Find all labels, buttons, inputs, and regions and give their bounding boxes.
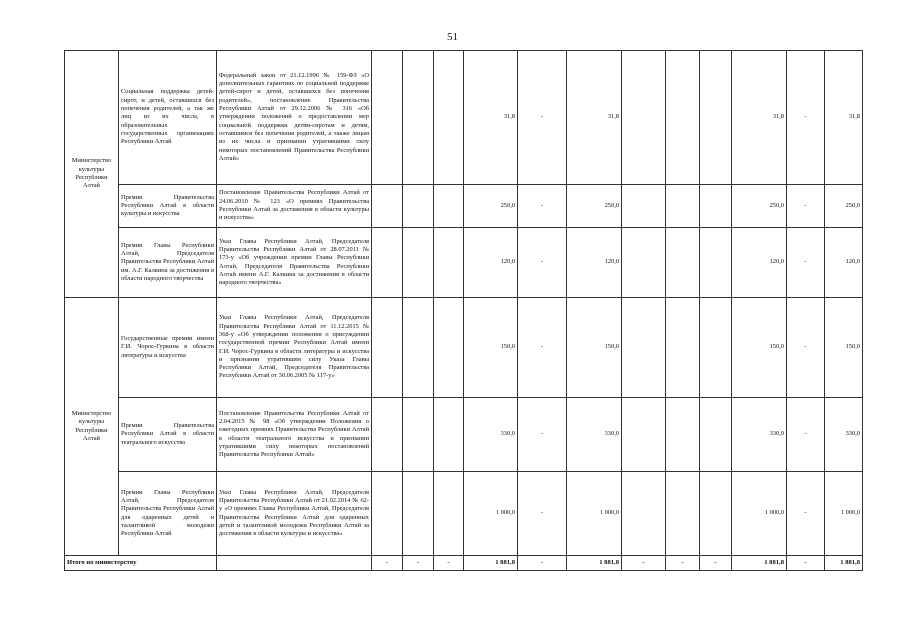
empty-cell xyxy=(372,472,403,556)
amount-total-cell: 150,0 xyxy=(732,298,787,398)
total-label: Итого по министерству xyxy=(65,556,217,571)
legal-basis-cell: Постановление Правительства Республики Алтай от 24.06.2010 № 123 «О премиях Правительства Республики Алтай за достижения в области культуры и искусства» xyxy=(217,185,372,228)
amount-regional-cell: 120,0 xyxy=(567,228,622,298)
measure-cell: Премии Правительства Республики Алтай в области театрального искусства xyxy=(119,398,217,472)
amount-regional-cell: 1 000,0 xyxy=(825,472,863,556)
empty-cell xyxy=(434,51,464,185)
empty-cell xyxy=(666,185,700,228)
empty-cell xyxy=(372,185,403,228)
measure-cell: Социальная поддержка детей-сирот, и детей, оставшихся без попечения родителей, а так же лиц из их числа, в образовательных государственных организациях Республики Алтай xyxy=(119,51,217,185)
empty-cell xyxy=(622,298,666,398)
amount-federal-cell: - xyxy=(518,51,567,185)
amount-regional-cell: 150,0 xyxy=(567,298,622,398)
amount-federal-cell: - xyxy=(787,398,825,472)
ministry-cell: Министерство культуры Республики Алтай xyxy=(65,51,119,298)
table-row xyxy=(65,228,863,298)
total-dash-cell: - xyxy=(787,556,825,571)
amount-regional-cell: 330,0 xyxy=(825,398,863,472)
empty-cell xyxy=(372,51,403,185)
amount-federal-cell: - xyxy=(518,228,567,298)
table-row xyxy=(65,51,863,185)
amount-total-cell: 1 000,0 xyxy=(732,472,787,556)
total-dash-cell: - xyxy=(372,556,403,571)
total-amount-cell: 1 881,8 xyxy=(825,556,863,571)
amount-regional-cell: 31,8 xyxy=(567,51,622,185)
empty-cell xyxy=(700,185,732,228)
amount-total-cell: 250,0 xyxy=(732,185,787,228)
amount-federal-cell: - xyxy=(518,398,567,472)
amount-federal-cell: - xyxy=(787,185,825,228)
legal-basis-cell: Постановление Правительства Республики Алтай от 2.04.2015 № 98 «Об утверждении Положения о ежегодных премиях Правительства Республики Алтай в области театрального искусства и признании утратившими силу некоторых постановлений Правительства Республики Алтай» xyxy=(217,398,372,472)
empty-cell xyxy=(622,398,666,472)
empty-cell xyxy=(434,472,464,556)
measure-cell: Премии Главы Республики Алтай, Председателя Правительства Республики Алтай им. А.Г. Калкина за достижения в области народного творчества xyxy=(119,228,217,298)
empty-cell xyxy=(700,228,732,298)
total-amount-cell: 1 881,8 xyxy=(567,556,622,571)
empty-cell xyxy=(622,228,666,298)
empty-cell xyxy=(403,185,434,228)
table-row xyxy=(65,185,863,228)
budget-table xyxy=(64,50,863,571)
empty-cell xyxy=(434,298,464,398)
amount-total-cell: 120,0 xyxy=(732,228,787,298)
ministry-cell: Министерство культуры Республики Алтай xyxy=(65,298,119,556)
measure-cell: Государственные премии имени Г.И. Чорос-Гуркина в области литературы и искусства xyxy=(119,298,217,398)
total-row xyxy=(65,556,863,571)
empty-cell xyxy=(700,298,732,398)
empty-cell xyxy=(666,472,700,556)
legal-basis-cell: Указ Главы Республики Алтай, Председателя Правительства Республики Алтай от 11.12.2015 № 368-у «Об утверждении положения о присуждении государственной премии Республики Алтай имени Г.И. Чорос-Гуркина в области литературы и искусства и признании утратившим силу Указа Главы Республики Алтай, Председателя Правительства Республики Алтай от 30.06.2005 № 117-у» xyxy=(217,298,372,398)
empty-cell xyxy=(700,472,732,556)
empty-cell xyxy=(622,51,666,185)
empty-cell xyxy=(434,228,464,298)
amount-federal-cell: - xyxy=(787,298,825,398)
legal-basis-cell: Указ Главы Республики Алтай, Председателя Правительства Республики Алтай от 21.02.2014 № 62-у «О премиях Главы Республики Алтай, Председателя Правительства Республики Алтай для одаренных детей и талантливой молодежи Республики Алтай за достижения в области культуры и искусства» xyxy=(217,472,372,556)
amount-regional-cell: 150,0 xyxy=(825,298,863,398)
amount-federal-cell: - xyxy=(518,185,567,228)
empty-cell xyxy=(622,185,666,228)
amount-total-cell: 330,0 xyxy=(732,398,787,472)
empty-cell xyxy=(700,398,732,472)
total-amount-cell: 1 881,8 xyxy=(464,556,518,571)
table-row xyxy=(65,298,863,398)
empty-cell xyxy=(700,51,732,185)
empty-cell xyxy=(622,472,666,556)
amount-federal-cell: - xyxy=(787,51,825,185)
total-dash-cell: - xyxy=(666,556,700,571)
total-dash-cell: - xyxy=(434,556,464,571)
empty-cell xyxy=(403,472,434,556)
empty-cell xyxy=(666,228,700,298)
total-dash-cell: - xyxy=(403,556,434,571)
empty-cell xyxy=(666,398,700,472)
empty-cell xyxy=(403,398,434,472)
amount-federal-cell: - xyxy=(518,472,567,556)
total-amount-cell: 1 881,8 xyxy=(732,556,787,571)
amount-federal-cell: - xyxy=(518,298,567,398)
amount-regional-cell: 250,0 xyxy=(567,185,622,228)
amount-total-cell: 330,0 xyxy=(464,398,518,472)
measure-cell: Премии Правительства Республики Алтай в области культуры и искусства xyxy=(119,185,217,228)
empty-cell xyxy=(403,228,434,298)
total-dash-cell: - xyxy=(700,556,732,571)
table-row xyxy=(65,398,863,472)
amount-total-cell: 1 000,0 xyxy=(464,472,518,556)
empty-cell xyxy=(403,298,434,398)
empty-cell xyxy=(666,298,700,398)
amount-federal-cell: - xyxy=(787,228,825,298)
amount-total-cell: 31,8 xyxy=(732,51,787,185)
amount-regional-cell: 120,0 xyxy=(825,228,863,298)
amount-regional-cell: 1 000,0 xyxy=(567,472,622,556)
total-dash-cell: - xyxy=(622,556,666,571)
empty-cell xyxy=(217,556,372,571)
page-number: 51 xyxy=(447,31,458,43)
table-row xyxy=(65,472,863,556)
legal-basis-cell: Федеральный закон от 21.12.1996 № 159-ФЗ «О дополнительных гарантиях по социальной поддержке детей-сирот и детей, оставшихся без попечения родителей», постановление Правительства Республики Алтай от 29.12.2006 № 316 «Об утверждении положений о предоставлении мер социальной поддержки детям-сиротам и детям, оставшимся без попечения родителей, а также лицам из их числа и признании утратившими силу некоторых постановлений Правительства Республики Алтай» xyxy=(217,51,372,185)
measure-cell: Премии Главы Республики Алтай, Председателя Правительства Республики Алтай для одаренных детей и талантливой молодежи Республики Алтай xyxy=(119,472,217,556)
amount-total-cell: 250,0 xyxy=(464,185,518,228)
amount-federal-cell: - xyxy=(787,472,825,556)
empty-cell xyxy=(434,398,464,472)
amount-total-cell: 150,0 xyxy=(464,298,518,398)
amount-regional-cell: 31,8 xyxy=(825,51,863,185)
amount-total-cell: 120,0 xyxy=(464,228,518,298)
legal-basis-cell: Указ Главы Республики Алтай, Председателя Правительства Республики Алтай от 28.07.2011 № 173-у «Об учреждении премии Главы Республики Алтай, Председателя Правительства Республики Алтай имени А.Г. Калкина за достижения в области народного творчества» xyxy=(217,228,372,298)
empty-cell xyxy=(666,51,700,185)
empty-cell xyxy=(403,51,434,185)
empty-cell xyxy=(434,185,464,228)
amount-regional-cell: 250,0 xyxy=(825,185,863,228)
empty-cell xyxy=(372,228,403,298)
total-dash-cell: - xyxy=(518,556,567,571)
amount-regional-cell: 330,0 xyxy=(567,398,622,472)
empty-cell xyxy=(372,398,403,472)
amount-total-cell: 31,8 xyxy=(464,51,518,185)
empty-cell xyxy=(372,298,403,398)
